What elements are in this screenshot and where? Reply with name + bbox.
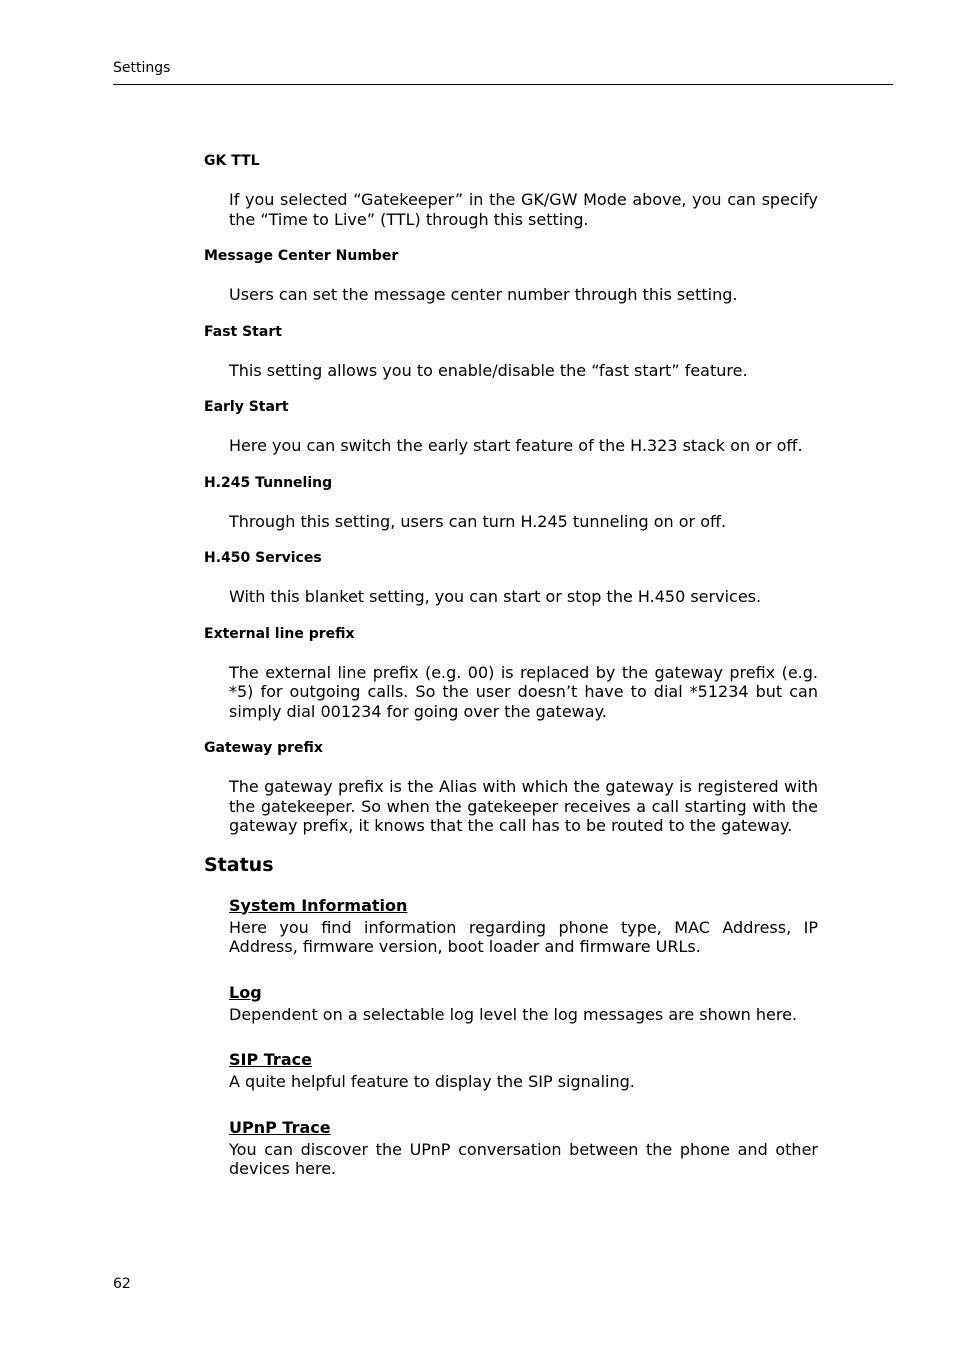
status-item-description: You can discover the UPnP conversation between the phone and other devices here. <box>229 1139 818 1178</box>
setting-title: H.450 Services <box>204 550 322 566</box>
setting-gateway-prefix <box>204 739 818 836</box>
setting-title: Gateway prefix <box>204 740 323 756</box>
status-item-system-information <box>229 896 818 957</box>
setting-gk-ttl <box>204 152 818 229</box>
setting-title: GK TTL <box>204 153 260 169</box>
setting-h245-tunneling <box>204 474 818 532</box>
setting-description: With this blanket setting, you can start or stop the H.450 services. <box>229 587 762 606</box>
sip-trace-link[interactable]: SIP Trace <box>229 1050 312 1069</box>
status-item-sip-trace <box>229 1050 818 1092</box>
page-number: 62 <box>113 1276 131 1292</box>
header-rule <box>113 84 893 85</box>
setting-title: External line prefix <box>204 625 355 642</box>
upnp-trace-link[interactable]: UPnP Trace <box>229 1117 331 1137</box>
setting-message-center-number <box>204 247 818 305</box>
running-header: Settings <box>113 60 171 76</box>
setting-title: Message Center Number <box>204 248 399 264</box>
setting-fast-start <box>204 323 818 381</box>
status-section-title: Status <box>204 853 274 876</box>
setting-description: The gateway prefix is the Alias with which the gateway is registered with the gatekeeper. So when the gatekeeper receives a call starting with the gateway prefix, it knows that the call has to be routed to the gateway. <box>229 777 818 835</box>
status-item-description: Here you find information regarding phone type, MAC Address, IP Address, firmware version, boot loader and firmware URLs. <box>229 917 818 956</box>
setting-title: Fast Start <box>204 323 282 340</box>
setting-description: Users can set the message center number through this setting. <box>229 285 738 304</box>
setting-h450-services <box>204 549 818 607</box>
setting-external-line-prefix <box>204 625 818 722</box>
log-link[interactable]: Log <box>229 982 262 1002</box>
status-item-description: A quite helpful feature to display the SIP signaling. <box>229 1072 635 1091</box>
setting-title: H.245 Tunneling <box>204 474 333 491</box>
setting-description: Here you can switch the early start feature of the H.323 stack on or off. <box>229 436 803 455</box>
status-item-description: Dependent on a selectable log level the log messages are shown here. <box>229 1004 798 1024</box>
setting-description: This setting allows you to enable/disable the “fast start” feature. <box>229 360 748 380</box>
page-content <box>204 152 818 1205</box>
setting-description: The external line prefix (e.g. 00) is replaced by the gateway prefix (e.g. *5) for outgoing calls. So the user doesn’t have to dial *51234 but can simply dial 001234 for going over the gateway. <box>229 662 818 721</box>
status-item-log <box>229 983 818 1025</box>
setting-early-start <box>204 398 818 456</box>
setting-title: Early Start <box>204 399 289 415</box>
status-item-upnp-trace <box>229 1118 818 1179</box>
system-information-link[interactable]: System Information <box>229 895 408 915</box>
setting-description: If you selected “Gatekeeper” in the GK/GW Mode above, you can specify the “Time to Live” (TTL) through this setting. <box>229 190 818 229</box>
setting-description: Through this setting, users can turn H.245 tunneling on or off. <box>229 511 727 531</box>
